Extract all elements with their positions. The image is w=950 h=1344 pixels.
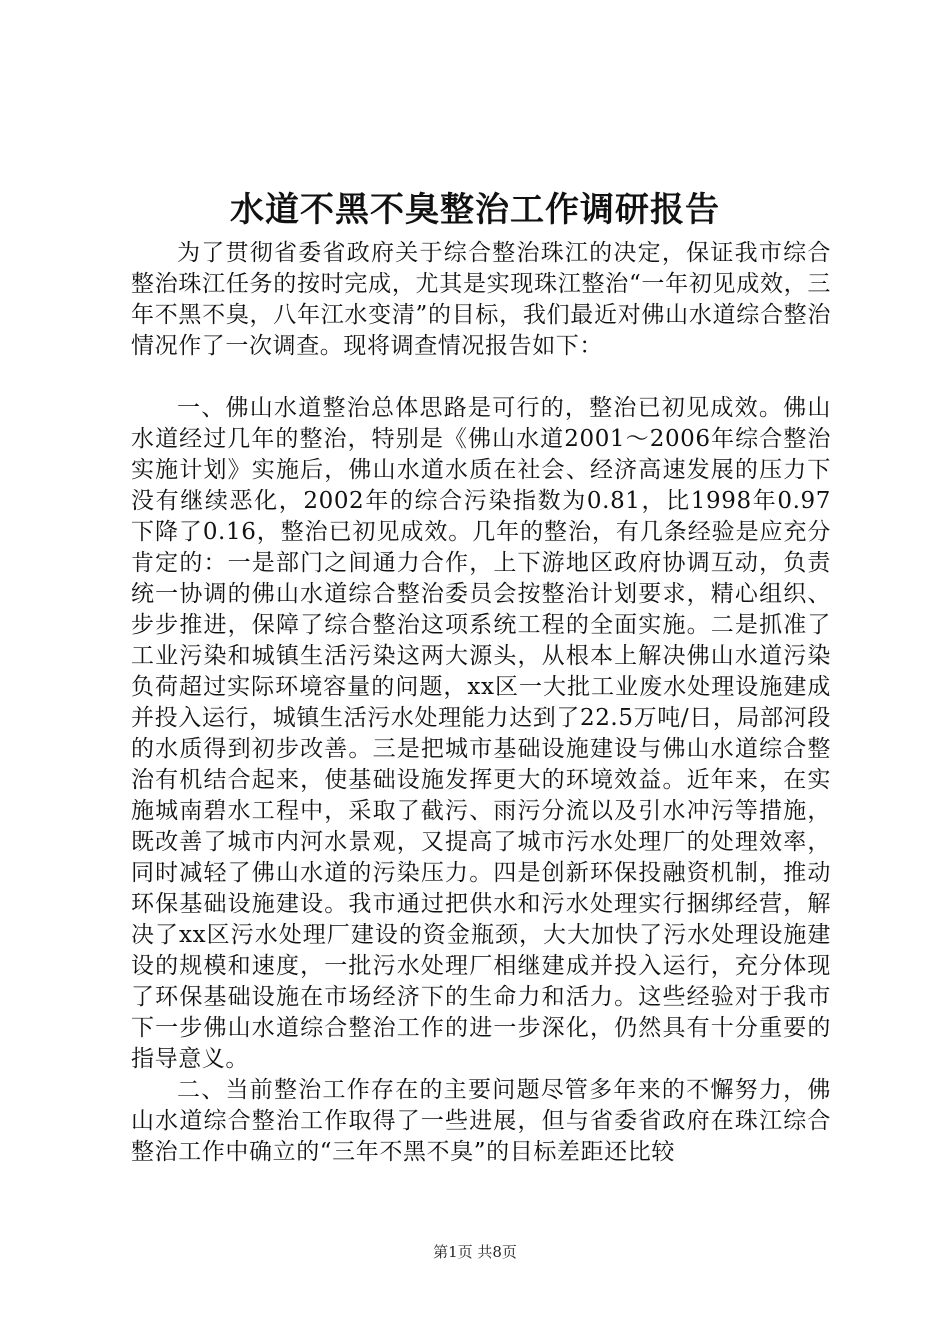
page-footer: 第1页 共8页 <box>433 1243 517 1261</box>
paragraph-section-2: 二、当前整治工作存在的主要问题尽管多年来的不懈努力，佛山水道综合整治工作取得了一些进展，但与省委省政府在珠江综合整治工作中确立的“三年不黑不臭”的目标差距还比较 <box>131 1077 831 1165</box>
document-body <box>131 238 831 1168</box>
paragraph-section-1: 一、佛山水道整治总体思路是可行的，整治已初见成效。佛山水道经过几年的整治，特别是《佛山水道2001～2006年综合整治实施计划》实施后，佛山水道水质在社会、经济高速发展的压力下没有继续恶化，2002年的综合污染指数为0.81，比1998年0.97下降了0.16，整治已初见成效。几年的整治，有几条经验是应充分肯定的：一是部门之间通力合作，上下游地区政府协调互动，负责统一协调的佛山水道综合整治委员会按整治计划要求，精心组织、步步推进，保障了综合整治这项系统工程的全面实施。二是抓准了工业污染和城镇生活污染这两大源头，从根本上解决佛山水道污染负荷超过实际环境容量的问题，xx区一大批工业废水处理设施建成并投入运行，城镇生活污水处理能力达到了22.5万吨/日，局部河段的水质得到初步改善。三是把城市基础设施建设与佛山水道综合整治有机结合起来，使基础设施发挥更大的环境效益。近年来，在实施城南碧水工程中，采取了截污、雨污分流以及引水冲污等措施，既改善了城市内河水景观，又提高了城市污水处理厂的处理效率，同时减轻了佛山水道的污染压力。四是创新环保投融资机制，推动环保基础设施建设。我市通过把供水和污水处理实行捆绑经营，解决了xx区污水处理厂建设的资金瓶颈，大大加快了污水处理设施建设的规模和速度，一批污水处理厂相继建成并投入运行，充分体现了环保基础设施在市场经济下的生命力和活力。这些经验对于我市下一步佛山水道综合整治工作的进一步深化，仍然具有十分重要的指导意义。 <box>131 395 831 1072</box>
paragraph-intro: 为了贯彻省委省政府关于综合整治珠江的决定，保证我市综合整治珠江任务的按时完成，尤其是实现珠江整治“一年初见成效，三年不黑不臭，八年江水变清”的目标，我们最近对佛山水道综合整治情况作了一次调查。现将调查情况报告如下： <box>131 240 831 359</box>
paragraph-spacer <box>131 362 831 393</box>
document-title: 水道不黑不臭整治工作调研报告 <box>230 190 720 230</box>
